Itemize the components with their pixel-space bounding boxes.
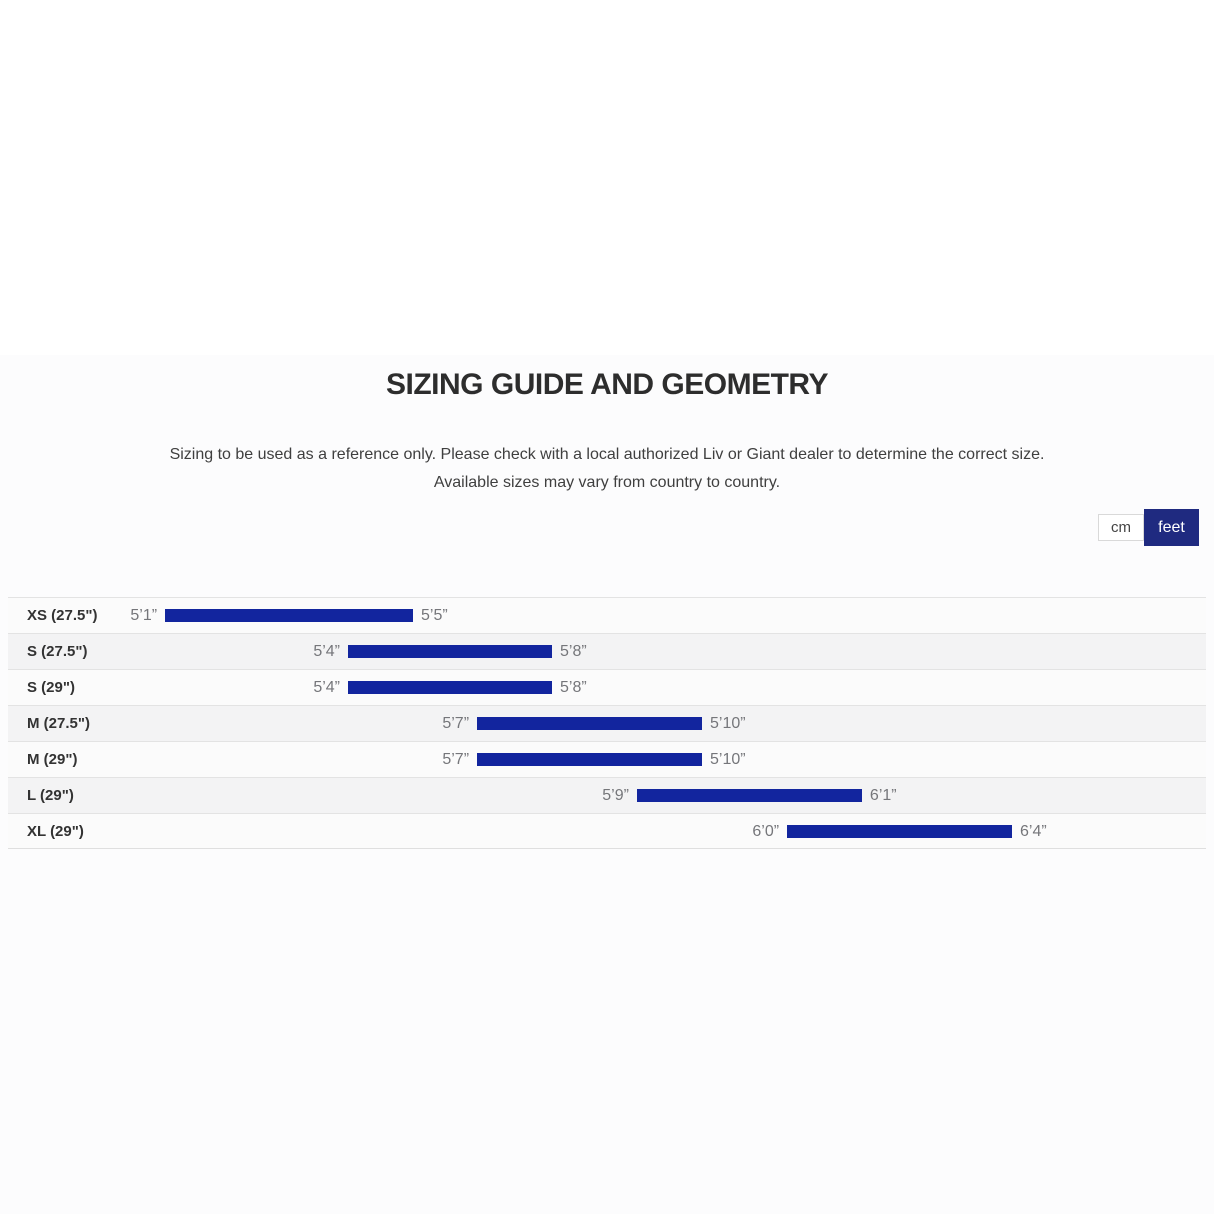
size-row	[8, 813, 1206, 849]
range-start-label: 5’7”	[442, 715, 470, 732]
range-end-label: 5’10”	[710, 751, 746, 768]
range-bar	[477, 753, 702, 766]
range-bar	[348, 645, 552, 658]
sizing-note-line2: Available sizes may vary from country to country.	[433, 474, 781, 491]
range-end-label: 5’5”	[421, 607, 448, 624]
range-bar	[477, 717, 702, 730]
size-row	[8, 777, 1206, 813]
size-label: M (29")	[27, 751, 78, 768]
size-label: XS (27.5")	[27, 607, 98, 624]
size-row	[8, 705, 1206, 741]
size-row	[8, 669, 1206, 705]
range-bar	[165, 609, 413, 622]
range-start-label: 5’9”	[602, 787, 629, 804]
range-start-label: 6’0”	[752, 823, 780, 840]
range-bar	[637, 789, 862, 802]
range-bar	[787, 825, 1012, 838]
size-label: S (29")	[27, 679, 75, 696]
range-end-label: 5’8”	[560, 679, 587, 696]
unit-cm-button[interactable]: cm	[1098, 514, 1144, 541]
range-bar	[348, 681, 552, 694]
range-end-label: 6’4”	[1020, 823, 1047, 840]
size-row	[8, 741, 1206, 777]
range-end-label: 6’1”	[869, 787, 897, 804]
range-start-label: 5’4”	[313, 643, 340, 660]
sizing-note	[0, 441, 1214, 497]
range-end-label: 5’8”	[560, 643, 587, 660]
size-label: XL (29")	[27, 823, 84, 840]
section-title: SIZING GUIDE AND GEOMETRY	[386, 368, 828, 401]
size-label: S (27.5")	[27, 643, 88, 660]
unit-feet-button[interactable]: feet	[1144, 509, 1199, 546]
range-start-label: 5’1”	[130, 607, 158, 624]
size-row	[8, 597, 1206, 633]
size-row	[8, 633, 1206, 669]
size-label: L (29")	[27, 787, 74, 804]
size-chart	[8, 597, 1206, 849]
range-start-label: 5’4”	[313, 679, 340, 696]
size-label: M (27.5")	[27, 715, 90, 732]
range-start-label: 5’7”	[442, 751, 470, 768]
sizing-note-line1: Sizing to be used as a reference only. Please check with a local authorized Liv or Giant dealer to determine the correct size.	[169, 446, 1045, 463]
range-end-label: 5’10”	[710, 715, 746, 732]
unit-toggle	[0, 509, 1214, 546]
